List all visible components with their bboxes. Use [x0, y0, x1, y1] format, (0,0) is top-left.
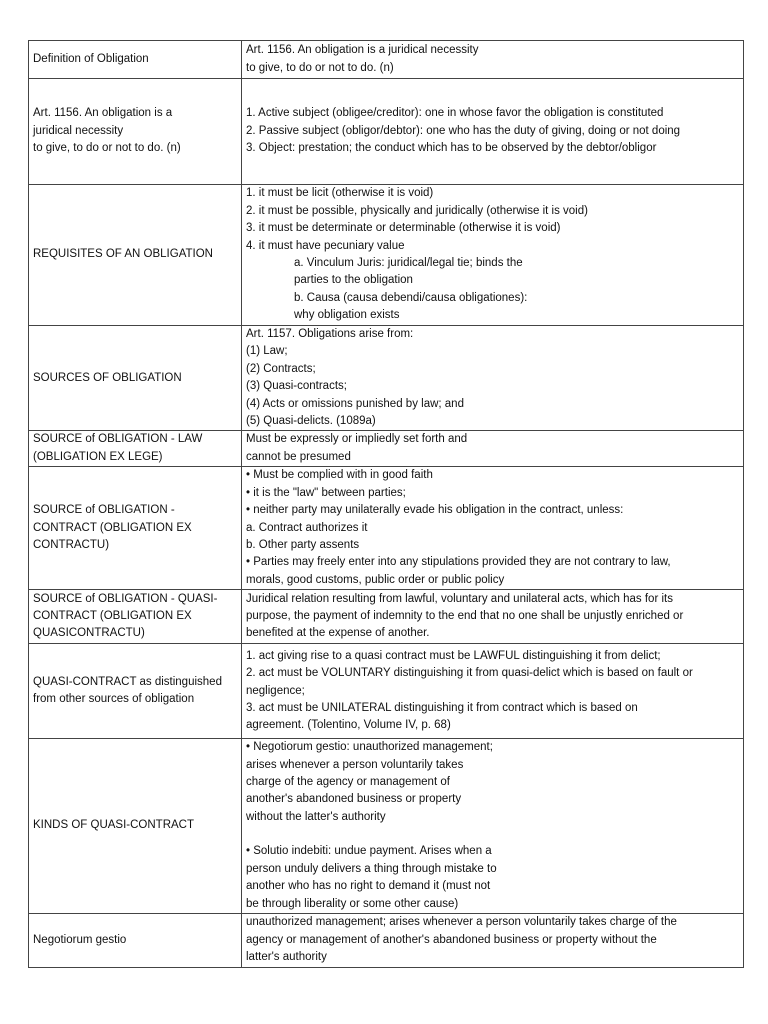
table-row: [29, 326, 744, 431]
definition-cell: Art. 1157. Obligations arise from: (1) Law; (2) Contracts; (3) Quasi-contracts; (4) Acts or omissions punished by law; and (5) Quasi-delicts. (1089a): [242, 326, 744, 431]
term-cell: SOURCE of OBLIGATION - QUASI- CONTRACT (OBLIGATION EX QUASICONTRACTU): [29, 590, 242, 644]
term-cell: REQUISITES OF AN OBLIGATION: [29, 185, 242, 326]
table-row: [29, 431, 744, 467]
table-row: [29, 41, 744, 79]
definition-cell: 1. act giving rise to a quasi contract must be LAWFUL distinguishing it from delict; 2. act must be VOLUNTARY distinguishing it from quasi-delict which is based on fault or negligence; 3. act must be UNILATERAL distinguishing it from contract which is based on agreement. (Tolentino, Volume IV, p. 68): [242, 644, 744, 739]
definition-cell: unauthorized management; arises whenever a person voluntarily takes charge of the agency or management of another's abandoned business or property without the latter's authority: [242, 913, 744, 967]
term-cell: Art. 1156. An obligation is a juridical necessity to give, to do or not to do. (n): [29, 79, 242, 185]
term-cell: Negotiorum gestio: [29, 913, 242, 967]
definition-cell: 1. Active subject (obligee/creditor): one in whose favor the obligation is constituted 2. Passive subject (obligor/debtor): one who has the duty of giving, doing or not doing 3. Object: prestation; the conduct which has to be observed by the debtor/obligor: [242, 79, 744, 185]
term-cell: Definition of Obligation: [29, 41, 242, 79]
table-row: [29, 644, 744, 739]
definition-cell: • Must be complied with in good faith • it is the "law" between parties; • neither party may unilaterally evade his obligation in the contract, unless: a. Contract authorizes it b. Other party assents • Parties may freely enter into any stipulations provided they are not contrary to law, morals, good customs, public order or public policy: [242, 467, 744, 590]
term-cell: QUASI-CONTRACT as distinguished from other sources of obligation: [29, 644, 242, 739]
obligations-notes-table: [28, 40, 744, 968]
term-cell: KINDS OF QUASI-CONTRACT: [29, 739, 242, 914]
definition-cell: Art. 1156. An obligation is a juridical necessity to give, to do or not to do. (n): [242, 41, 744, 79]
table-row: [29, 590, 744, 644]
term-cell: SOURCE of OBLIGATION - CONTRACT (OBLIGATION EX CONTRACTU): [29, 467, 242, 590]
term-cell: SOURCE of OBLIGATION - LAW (OBLIGATION EX LEGE): [29, 431, 242, 467]
spacer: [246, 826, 739, 843]
term-cell: SOURCES OF OBLIGATION: [29, 326, 242, 431]
table-row: [29, 185, 744, 326]
table-row: [29, 913, 744, 967]
table-row: [29, 467, 744, 590]
definition-cell: • Negotiorum gestio: unauthorized management; arises whenever a person voluntarily takes charge of the agency or management of another's abandoned business or property without the latter's authority • Solutio indebiti: undue payment. Arises when a person unduly delivers a thing through mistake to another who has no right to demand it (must not be through liberality or some other cause): [242, 739, 744, 914]
definition-cell: Must be expressly or impliedly set forth and cannot be presumed: [242, 431, 744, 467]
table-row: [29, 79, 744, 185]
table-row: [29, 739, 744, 914]
definition-cell: 1. it must be licit (otherwise it is void) 2. it must be possible, physically and juridically (otherwise it is void) 3. it must be determinate or determinable (otherwise it is void) 4. it must have pecuniary value a. Vinculum Juris: juridical/legal tie; binds the parties to the obligation b. Causa (causa debendi/causa obligationes): why obligation exists: [242, 185, 744, 326]
definition-cell: Juridical relation resulting from lawful, voluntary and unilateral acts, which has for its purpose, the payment of indemnity to the end that no one shall be unjustly enriched or benefited at the expense of another.: [242, 590, 744, 644]
